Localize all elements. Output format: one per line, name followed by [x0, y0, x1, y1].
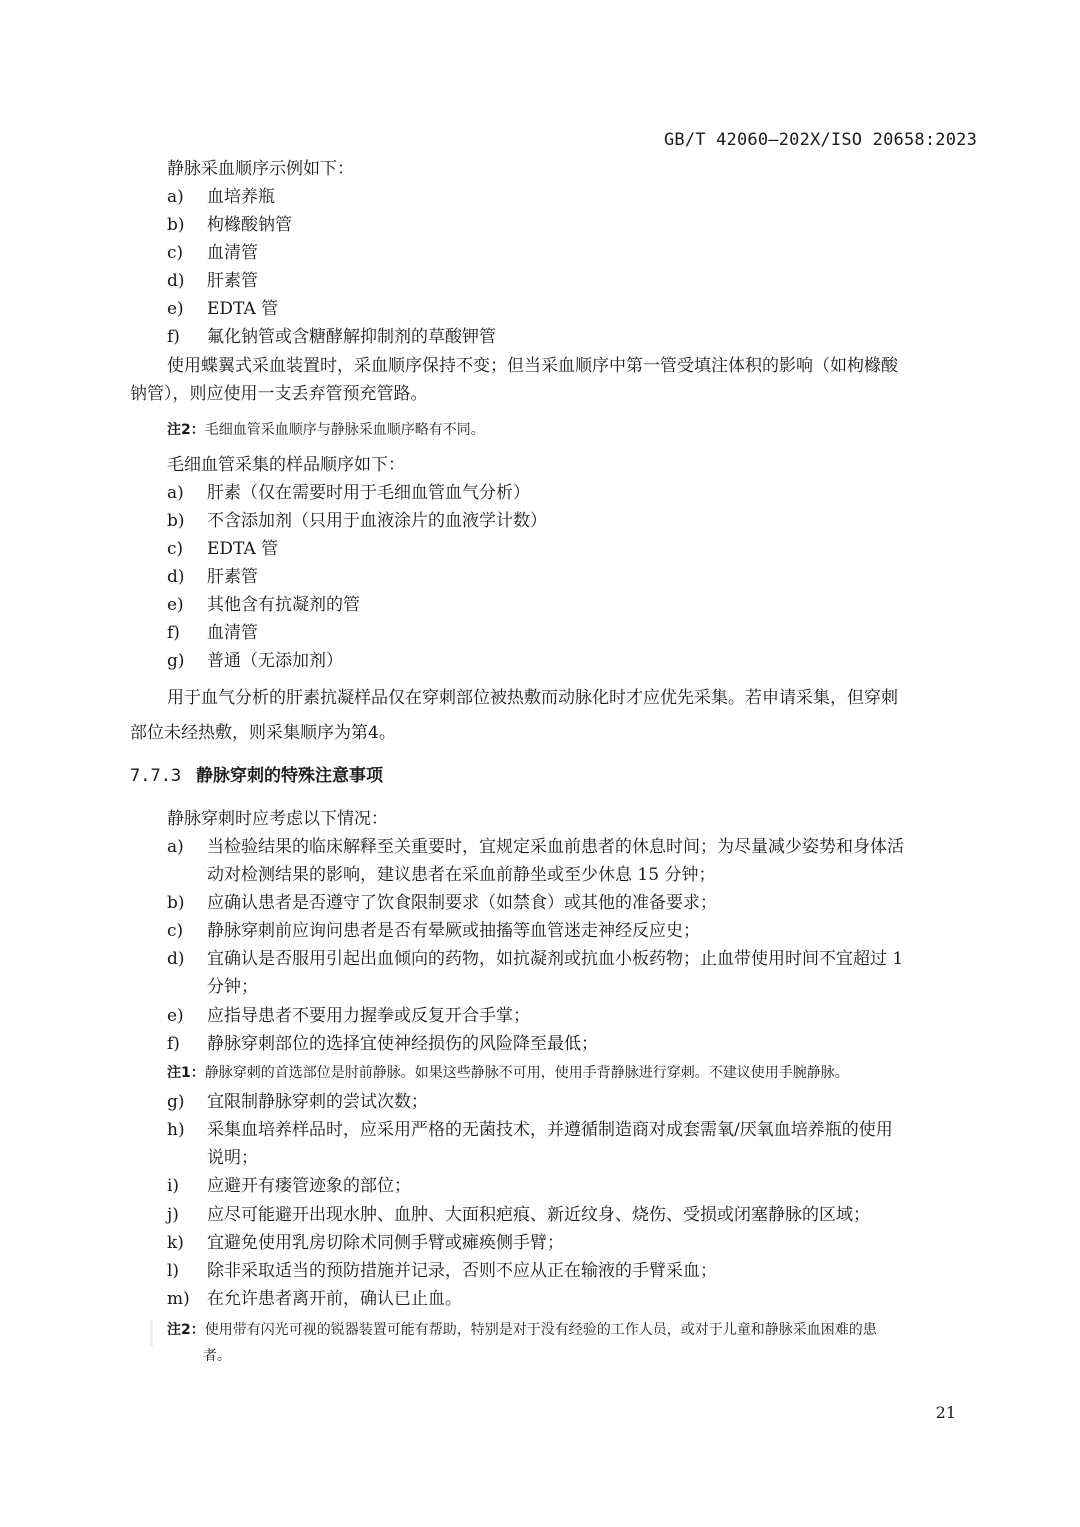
- standard-code-header: GB/T 42060—202X/ISO 20658:2023: [663, 130, 977, 150]
- list-item: b) 枸橼酸钠管: [167, 215, 292, 235]
- note: 注2：毛细血管采血顺序与静脉采血顺序略有不同。: [167, 422, 485, 438]
- list-item: i) 应避开有瘘管迹象的部位；: [167, 1176, 411, 1196]
- list-item: e) EDTA 管: [167, 299, 279, 319]
- list-item: d) 肝素管: [167, 271, 258, 291]
- list-item: b) 不含添加剂（只用于血液涂片的血液学计数）: [167, 511, 547, 531]
- list-item: a) 肝素（仅在需要时用于毛细血管血气分析）: [167, 483, 530, 503]
- list-item: l) 除非采取适当的预防措施并记录，否则不应从正在输液的手臂采血；: [167, 1261, 717, 1281]
- list-item: c) EDTA 管: [167, 539, 279, 559]
- paragraph-line: 用于血气分析的肝素抗凝样品仅在穿刺部位被热敷而动脉化时才应优先采集。若申请采集，但穿刺: [167, 688, 898, 708]
- section-heading: [130, 762, 383, 790]
- page-number: 21: [935, 1403, 956, 1422]
- note-continuation: 者。: [203, 1348, 231, 1364]
- list-item: e) 应指导患者不要用力握拳或反复开合手掌；: [167, 1006, 530, 1026]
- list-item: g) 宜限制静脉穿刺的尝试次数；: [167, 1092, 428, 1112]
- list-item: k) 宜避免使用乳房切除术同侧手臂或瘫痪侧手臂；: [167, 1233, 564, 1253]
- list-item: f) 静脉穿刺部位的选择宜使神经损伤的风险降至最低；: [167, 1034, 598, 1054]
- section-number: 7.7.3: [130, 766, 182, 786]
- note: 注1：静脉穿刺的首选部位是肘前静脉。如果这些静脉不可用，使用手背静脉进行穿刺。不建议使用手腕静脉。: [167, 1065, 849, 1081]
- capillary-order-intro: 毛细血管采集的样品顺序如下：: [167, 455, 405, 475]
- list-item: h) 采集血培养样品时，应采用严格的无菌技术，并遵循制造商对成套需氧/厌氧血培养瓶的使用: [167, 1120, 893, 1140]
- venipuncture-intro: 静脉穿刺时应考虑以下情况：: [167, 809, 388, 829]
- list-item-continuation: 动对检测结果的影响，建议患者在采血前静坐或至少休息 15 分钟；: [207, 865, 716, 885]
- list-item: f) 氟化钠管或含糖酵解抑制剂的草酸钾管: [167, 327, 496, 347]
- list-item: d) 宜确认是否服用引起出血倾向的药物，如抗凝剂或抗血小板药物；止血带使用时间不宜超过 1: [167, 949, 904, 969]
- list-item: d) 肝素管: [167, 567, 258, 587]
- paragraph-line: 部位未经热敷，则采集顺序为第4。: [130, 723, 396, 743]
- list-item: f) 血清管: [167, 623, 258, 643]
- list-item: b) 应确认患者是否遵守了饮食限制要求（如禁食）或其他的准备要求；: [167, 893, 717, 913]
- list-item: g) 普通（无添加剂）: [167, 651, 343, 671]
- list-item: j) 应尽可能避开出现水肿、血肿、大面积疤痕、新近纹身、烧伤、受损或闭塞静脉的区域；: [167, 1205, 870, 1225]
- note: 注2：使用带有闪光可视的锐器装置可能有帮助，特别是对于没有经验的工作人员，或对于儿童和静脉采血困难的患: [167, 1322, 877, 1338]
- paragraph-line: 钠管），则应使用一支丢弃管预充管路。: [130, 384, 428, 404]
- list-item: c) 血清管: [167, 243, 258, 263]
- section-title: 静脉穿刺的特殊注意事项: [196, 766, 383, 786]
- list-item: a) 当检验结果的临床解释至关重要时，宜规定采血前患者的休息时间；为尽量减少姿势和身体活: [167, 837, 904, 857]
- margin-marker: [150, 1320, 153, 1346]
- list-item: e) 其他含有抗凝剂的管: [167, 595, 360, 615]
- list-item-continuation: 分钟；: [207, 977, 258, 997]
- list-item: c) 静脉穿刺前应询问患者是否有晕厥或抽搐等血管迷走神经反应史；: [167, 921, 700, 941]
- list-item-continuation: 说明；: [207, 1148, 258, 1168]
- venous-order-intro: 静脉采血顺序示例如下：: [167, 159, 354, 179]
- paragraph-line: 使用蝶翼式采血装置时，采血顺序保持不变；但当采血顺序中第一管受填注体积的影响（如枸橼酸: [167, 356, 898, 376]
- list-item: a) 血培养瓶: [167, 187, 275, 207]
- list-item: m) 在允许患者离开前，确认已止血。: [167, 1289, 462, 1309]
